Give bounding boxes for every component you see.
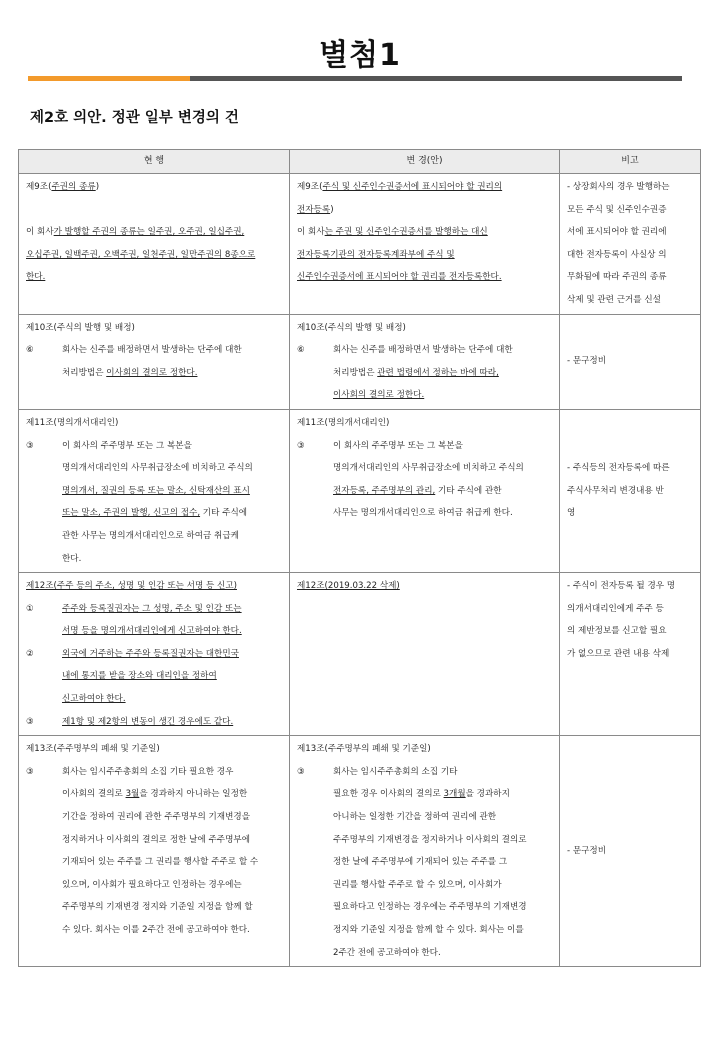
table-row: [19, 174, 701, 315]
amended-text: 이사회의 결의로 정한다.: [333, 390, 425, 401]
note-line: - 문구정비: [567, 356, 607, 367]
amended-text: 제12조(주주 등의 주소, 성명 및 인감 또는 서명 등 신고): [26, 581, 237, 592]
clause-line: 주주명부의 기재변경을 정지하거나 이사회의 결의로: [333, 834, 527, 845]
clause-number: ③: [297, 440, 305, 451]
clause-line: [26, 575, 282, 598]
note-line: 의개서대리인에게 주주 등: [567, 603, 664, 614]
clause-line: [297, 575, 552, 598]
current-clause-cell: [19, 573, 290, 736]
amended-text: 신주인수권증서에 표시되어야 할 권리를 전자등록한다.: [297, 272, 502, 283]
note-cell: [560, 314, 701, 409]
amended-text: 신고하여야 한다.: [62, 694, 126, 705]
clause-line: 제13조(주주명부의 폐쇄 및 기준일): [297, 744, 431, 755]
clause-line: 이 회사는 주권 및 신주인수권증서를 발행하는 대신: [297, 227, 488, 238]
agenda-heading: 제2호 의안. 정관 일부 변경의 건: [30, 110, 239, 126]
clause-line: 아니하는 일정한 기간을 정하여 권리에 관한: [333, 812, 497, 823]
clause-line: [297, 384, 552, 407]
clause-line: 명의개서대리인의 사무취급장소에 비치하고 주식의: [62, 463, 253, 474]
clause-line: 제9조(주권의 종류): [26, 182, 100, 192]
amended-text: 3개월: [443, 789, 466, 800]
note-line: - 상장회사의 경우 발행하는: [567, 182, 670, 192]
note-cell: [560, 409, 701, 572]
clause-number: ③: [26, 440, 34, 451]
current-clause-cell: [19, 174, 290, 315]
amended-text: 명의개서, 질권의 등록 또는 말소, 신탁재산의 표시: [62, 485, 250, 496]
table-row: [19, 314, 701, 409]
clause-number: ③: [297, 766, 305, 777]
clause-line: 필요한 경우 이사회의 결의로 3개월을 경과하지: [333, 789, 510, 800]
clause-line: [26, 711, 282, 734]
proposed-clause-cell: [290, 409, 560, 572]
current-clause-cell: [19, 736, 290, 967]
amended-text: 주식 및 신주인수권증서에 표시되어야 할 권리의: [322, 182, 503, 192]
note-line: 영: [567, 508, 576, 519]
clause-line: 기재되어 있는 주주를 그 권리를 행사할 주주로 할 수: [62, 857, 259, 868]
amendment-comparison-table: [18, 149, 701, 967]
amended-text: 제1항 및 제2항의 변동이 생긴 경우에도 같다.: [62, 716, 234, 727]
note-line: 가 없으므로 관련 내용 삭제: [567, 648, 670, 659]
clause-line: [26, 643, 282, 666]
column-header-current: 현 행: [19, 150, 290, 174]
note-line: - 주식등의 전자등록에 따른: [567, 463, 670, 474]
note-cell: [560, 174, 701, 315]
clause-line: ③ 회사는 임시주주총회의 소집 기타 필요한 경우: [26, 761, 282, 784]
title-underline-bar: [28, 76, 682, 81]
amended-text: 전자등록기관의 전자등록계좌부에 주식 및: [297, 249, 455, 260]
column-header-note: 비고: [560, 150, 701, 174]
clause-line: 권리를 행사할 주주로 할 수 있으며, 이사회가: [333, 879, 502, 890]
clause-line: 2주간 전에 공고하여야 한다.: [333, 947, 441, 958]
clause-line: ⑥ 회사는 신주를 배정하면서 발생하는 단주에 대한: [26, 339, 282, 362]
clause-line: ③ 이 회사의 주주명부 또는 그 복본을: [297, 435, 552, 458]
note-line: 서에 표시되어야 할 권리에: [567, 227, 667, 238]
clause-line: 있으며, 이사회가 필요하다고 인정하는 경우에는: [62, 879, 242, 890]
current-clause-cell: [19, 409, 290, 572]
clause-line: 필요하다고 인정하는 경우에는 주주명부의 기재변경: [333, 902, 527, 913]
clause-line: [26, 688, 282, 711]
amended-text: 전자등록: [297, 204, 331, 215]
clause-line: 처리방법은 이사회의 결의로 정한다.: [62, 367, 198, 378]
clause-line: 전자등록, 주주명부의 관리, 기타 주식에 관한: [333, 485, 502, 496]
clause-number: ③: [26, 766, 34, 777]
note-line: 무화됨에 따라 주권의 종류: [567, 272, 667, 283]
clause-line: 관한 사무는 명의개서대리인으로 하여금 취급케: [62, 530, 239, 541]
table-row: [19, 573, 701, 736]
clause-line: 명의개서대리인의 사무취급장소에 비치하고 주식의: [333, 463, 524, 474]
clause-line: 제10조(주식의 발행 및 배정): [26, 322, 135, 333]
clause-line: [297, 266, 552, 289]
clause-line: [26, 244, 282, 267]
clause-number: ⑥: [297, 345, 305, 356]
amended-text: 내에 통지를 받을 장소와 대리인을 정하여: [62, 671, 217, 682]
proposed-clause-cell: [290, 314, 560, 409]
clause-line: 전자등록): [297, 204, 334, 215]
amended-text: 또는 말소, 주권의 발행, 신고의 접수,: [62, 508, 201, 519]
note-line: 모든 주식 및 신주인수권증: [567, 204, 667, 215]
table-row: [19, 409, 701, 572]
amended-text: 전자등록, 주주명부의 관리,: [333, 485, 436, 496]
table-row: [19, 736, 701, 967]
amended-text: 한다.: [26, 272, 46, 283]
clause-line: [26, 665, 282, 688]
proposed-clause-cell: [290, 736, 560, 967]
note-line: 의 제반정보를 신고할 필요: [567, 626, 667, 637]
clause-line: [297, 244, 552, 267]
clause-line: 수 있다. 회사는 이를 2주간 전에 공고하여야 한다.: [62, 925, 250, 935]
amended-text: 주주와 등록질권자는 그 성명, 주소 및 인감 또는: [62, 603, 242, 614]
proposed-clause-cell: [290, 174, 560, 315]
amended-text: 주권의 종류: [51, 182, 96, 192]
clause-line: [26, 598, 282, 621]
note-line: - 주식이 전자등록 될 경우 명: [567, 581, 676, 592]
clause-line: 이 회사가 발행할 주권의 종류는 일주권, 오주권, 일십주권,: [26, 227, 245, 238]
clause-line: 이사회의 결의로 3월을 경과하지 아니하는 일정한: [62, 789, 248, 800]
clause-line: 처리방법은 관련 법령에서 정하는 바에 따라,: [333, 367, 499, 378]
amended-text: 이사회의 결의로 정한다.: [106, 367, 198, 378]
amended-text: 3월: [125, 789, 140, 800]
amended-text: 외국에 거주하는 주주와 등록질권자는 대한민국: [62, 648, 239, 659]
document-title: 별첨1: [319, 38, 401, 73]
proposed-clause-cell: [290, 573, 560, 736]
note-cell: [560, 736, 701, 967]
clause-number: ⑥: [26, 345, 34, 356]
clause-line: 정지와 기준일 지정을 함께 할 수 있다. 회사는 이를: [333, 925, 524, 935]
clause-line: 제10조(주식의 발행 및 배정): [297, 322, 406, 333]
amended-text: 가 발행할 주권의 종류는 일주권, 오주권, 일십주권,: [53, 227, 245, 238]
clause-line: 제13조(주주명부의 폐쇄 및 기준일): [26, 744, 160, 755]
clause-line: ③ 회사는 임시주주총회의 소집 기타: [297, 761, 552, 784]
amended-text: 는 주권 및 신주인수권증서를 발행하는 대신: [324, 227, 488, 238]
clause-line: 정한 날에 주주명부에 기재되어 있는 주주를 그: [333, 857, 508, 868]
clause-number: ③: [26, 716, 34, 727]
clause-line: [26, 480, 282, 503]
title-underline-accent: [28, 76, 190, 81]
amended-text: 제12조(2019.03.22 삭제): [297, 581, 400, 592]
clause-line: 제9조(주식 및 신주인수권증서에 표시되어야 할 권리의: [297, 182, 503, 192]
column-header-proposed: 변 경(안): [290, 150, 560, 174]
amended-text: 서명 등을 명의개서대리인에게 신고하여야 한다.: [62, 626, 242, 637]
current-clause-cell: [19, 314, 290, 409]
note-line: - 문구정비: [567, 845, 607, 856]
clause-line: 또는 말소, 주권의 발행, 신고의 접수, 기타 주식에: [62, 508, 248, 519]
amended-text: 관련 법령에서 정하는 바에 따라,: [377, 367, 499, 378]
clause-number: ②: [26, 648, 34, 659]
clause-line: [26, 620, 282, 643]
clause-line: 정지하거나 이사회의 결의로 정한 날에 주주명부에: [62, 834, 250, 845]
clause-line: 사무는 명의개서대리인으로 하여금 취급케 한다.: [333, 508, 513, 519]
clause-line: 기간을 정하여 권리에 관한 주주명부의 기재변경을: [62, 812, 250, 823]
note-line: 삭제 및 관련 근거를 신설: [567, 294, 661, 305]
amended-text: 오십주권, 일백주권, 오백주권, 일천주권, 일만주권의 8종으로: [26, 249, 256, 260]
clause-line: [26, 266, 282, 289]
clause-line: ③ 이 회사의 주주명부 또는 그 복본을: [26, 435, 282, 458]
clause-number: ①: [26, 603, 34, 614]
clause-line: 주주명부의 기재변경 정지와 기준일 지정을 함께 할: [62, 902, 253, 913]
note-line: 주식사무처리 변경내용 반: [567, 485, 664, 496]
table-header-row: [19, 150, 701, 174]
clause-line: 제11조(명의개서대리인): [297, 417, 390, 428]
clause-line: [26, 199, 282, 222]
clause-line: 제11조(명의개서대리인): [26, 417, 119, 428]
clause-line: ⑥ 회사는 신주를 배정하면서 발생하는 단주에 대한: [297, 339, 552, 362]
note-line: 대한 전자등록이 사실상 의: [567, 249, 667, 260]
clause-line: 한다.: [62, 553, 82, 564]
note-cell: [560, 573, 701, 736]
